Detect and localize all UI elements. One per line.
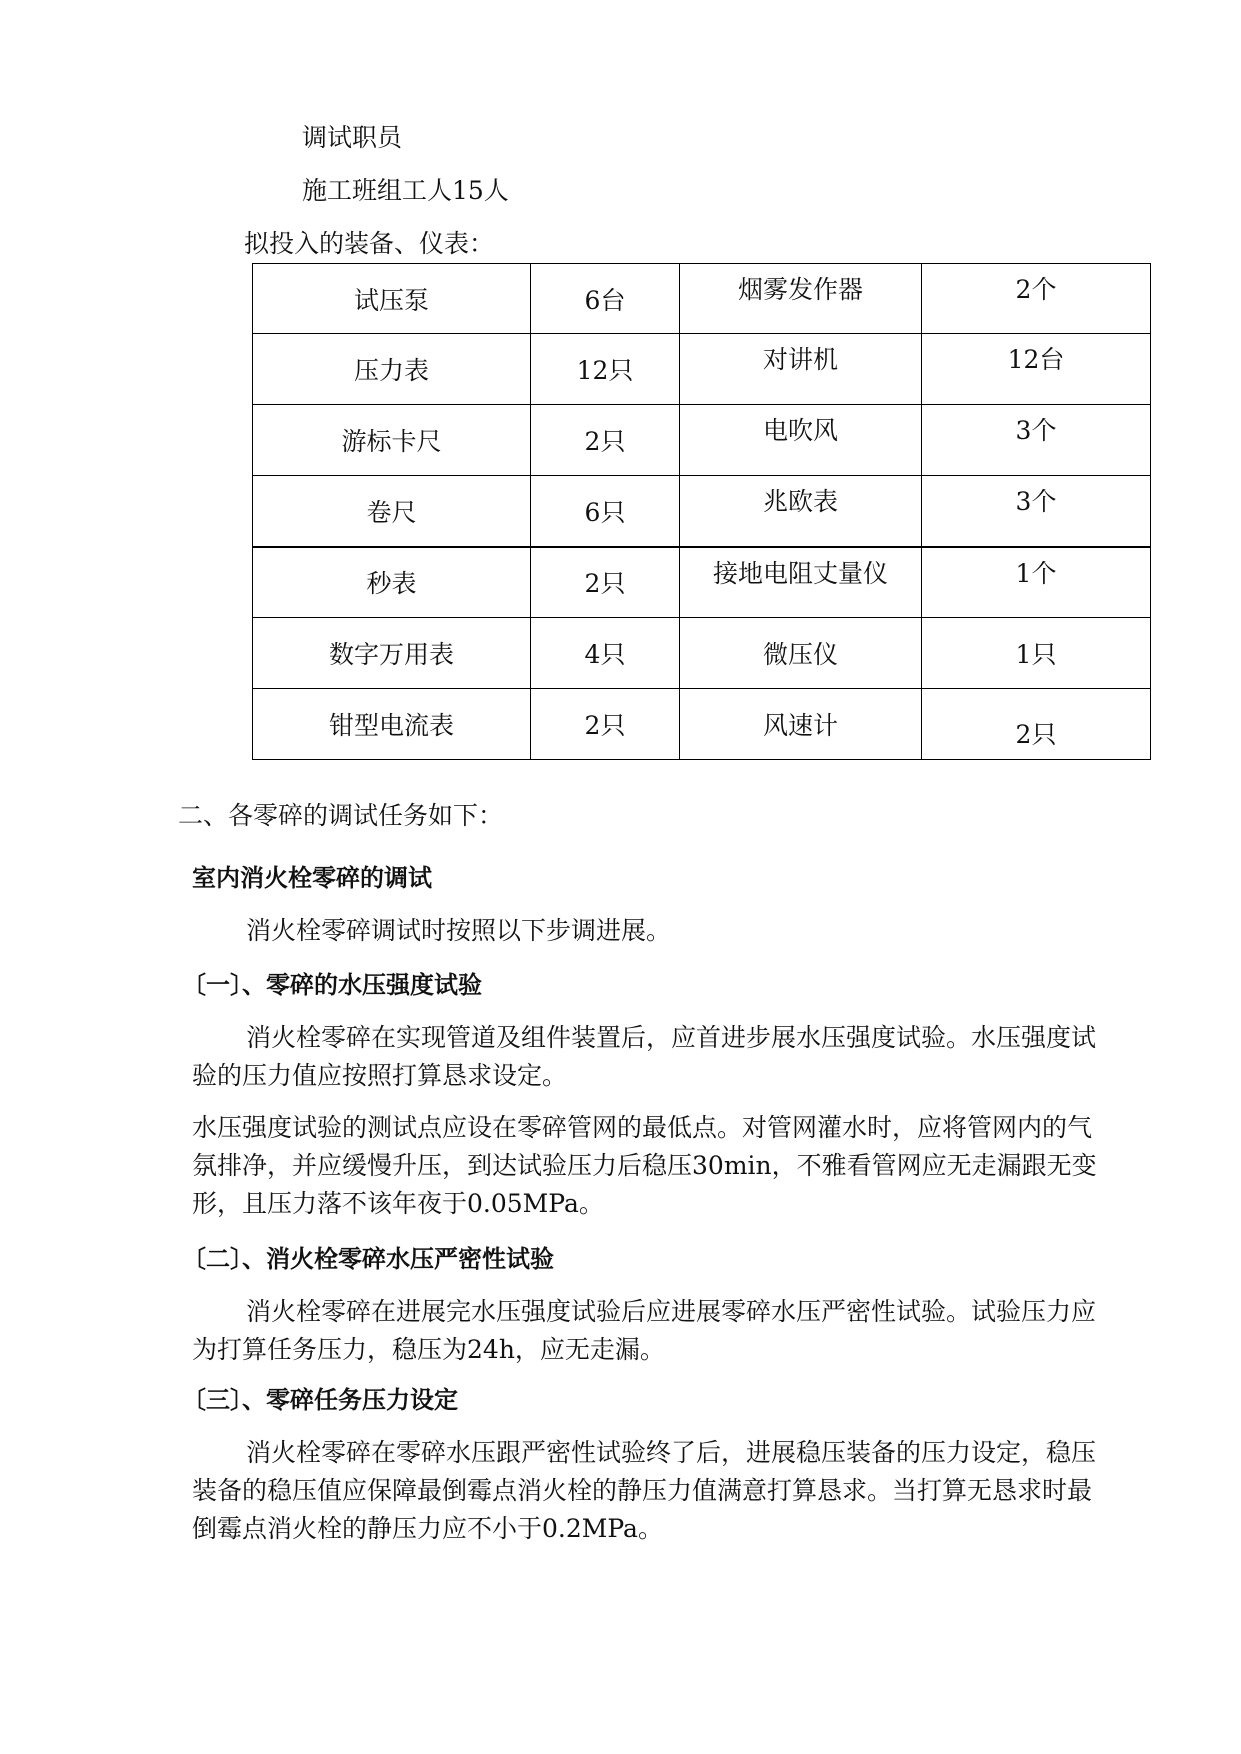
part2-title: 〔二〕、消火栓零碎水压严密性试验 — [182, 1245, 554, 1273]
part1-paragraph-2 — [192, 1109, 1097, 1223]
text-line: 消火栓零碎在零碎水压跟严密性试验终了后，进展稳压装备的压力设定，稳压 — [246, 1438, 1097, 1467]
equipment-name: 烟雾发作器 — [680, 264, 922, 334]
part3-title: 〔三〕、零碎任务压力设定 — [182, 1386, 458, 1414]
equipment-qty: 2只 — [531, 689, 680, 760]
table-row — [253, 405, 1151, 476]
table-row — [253, 476, 1151, 547]
subsection-title: 室内消火栓零碎的调试 — [192, 864, 432, 892]
part2-paragraph-1 — [192, 1293, 1096, 1369]
equipment-name: 卷尺 — [253, 476, 531, 547]
equipment-name: 试压泵 — [253, 264, 531, 334]
equipment-name: 兆欧表 — [680, 476, 922, 547]
part1-paragraph-1 — [192, 1019, 1096, 1095]
equipment-qty: 2只 — [531, 405, 680, 476]
equipment-name: 压力表 — [253, 334, 531, 405]
text-line: 消火栓零碎在进展完水压强度试验后应进展零碎水压严密性试验。试验压力应 — [246, 1297, 1097, 1326]
equipment-name: 对讲机 — [680, 334, 922, 405]
text-line: 倒霉点消火栓的静压力应不小于0.2MPa。 — [192, 1514, 663, 1543]
equipment-table — [252, 263, 1151, 760]
equipment-qty: 12台 — [922, 334, 1151, 405]
equipment-qty: 3个 — [922, 476, 1151, 547]
text-line: 消火栓零碎在实现管道及组件装置后，应首进步展水压强度试验。水压强度试 — [246, 1023, 1097, 1052]
equipment-name: 微压仪 — [680, 618, 922, 689]
equipment-qty: 6只 — [531, 476, 680, 547]
equipment-name: 钳型电流表 — [253, 689, 531, 760]
equipment-qty: 6台 — [531, 264, 680, 334]
intro-text: 消火栓零碎调试时按照以下步调进展。 — [246, 916, 672, 945]
part3-paragraph-1 — [192, 1434, 1096, 1548]
section-title: 二、各零碎的调试任务如下： — [178, 801, 504, 830]
text-line: 形，且压力落不该年夜于0.05MPa。 — [192, 1189, 604, 1218]
table-row — [253, 689, 1151, 760]
equipment-qty: 4只 — [531, 618, 680, 689]
part1-title: 〔一〕、零碎的水压强度试验 — [182, 971, 482, 999]
equipment-name: 数字万用表 — [253, 618, 531, 689]
equipment-qty: 2只 — [531, 547, 680, 618]
equipment-qty: 2只 — [922, 689, 1151, 760]
equipment-qty: 3个 — [922, 405, 1151, 476]
equipment-name: 风速计 — [680, 689, 922, 760]
equipment-name: 秒表 — [253, 547, 531, 618]
text-line: 氛排净，并应缓慢升压，到达试验压力后稳压30min，不雅看管网应无走漏跟无变 — [192, 1151, 1097, 1180]
equipment-name: 电吹风 — [680, 405, 922, 476]
table-row — [253, 618, 1151, 689]
equipment-qty: 1个 — [922, 547, 1151, 618]
text-line: 水压强度试验的测试点应设在零碎管网的最低点。对管网灌水时，应将管网内的气 — [192, 1113, 1093, 1142]
text-line: 为打算任务压力，稳压为24h，应无走漏。 — [192, 1335, 665, 1364]
table-row — [253, 264, 1151, 334]
equipment-name: 游标卡尺 — [253, 405, 531, 476]
staff-line-2: 施工班组工人15人 — [302, 176, 509, 205]
equipment-qty: 12只 — [531, 334, 680, 405]
equipment-qty: 1只 — [922, 618, 1151, 689]
equipment-heading: 拟投入的装备、仪表： — [244, 229, 495, 258]
table-row — [253, 334, 1151, 405]
staff-line-1: 调试职员 — [302, 123, 403, 152]
equipment-qty: 2个 — [922, 264, 1151, 334]
text-line: 验的压力值应按照打算恳求设定。 — [192, 1061, 568, 1090]
equipment-name: 接地电阻丈量仪 — [680, 547, 922, 618]
table-row — [253, 547, 1151, 618]
text-line: 装备的稳压值应保障最倒霉点消火栓的静压力值满意打算恳求。当打算无恳求时最 — [192, 1476, 1093, 1505]
